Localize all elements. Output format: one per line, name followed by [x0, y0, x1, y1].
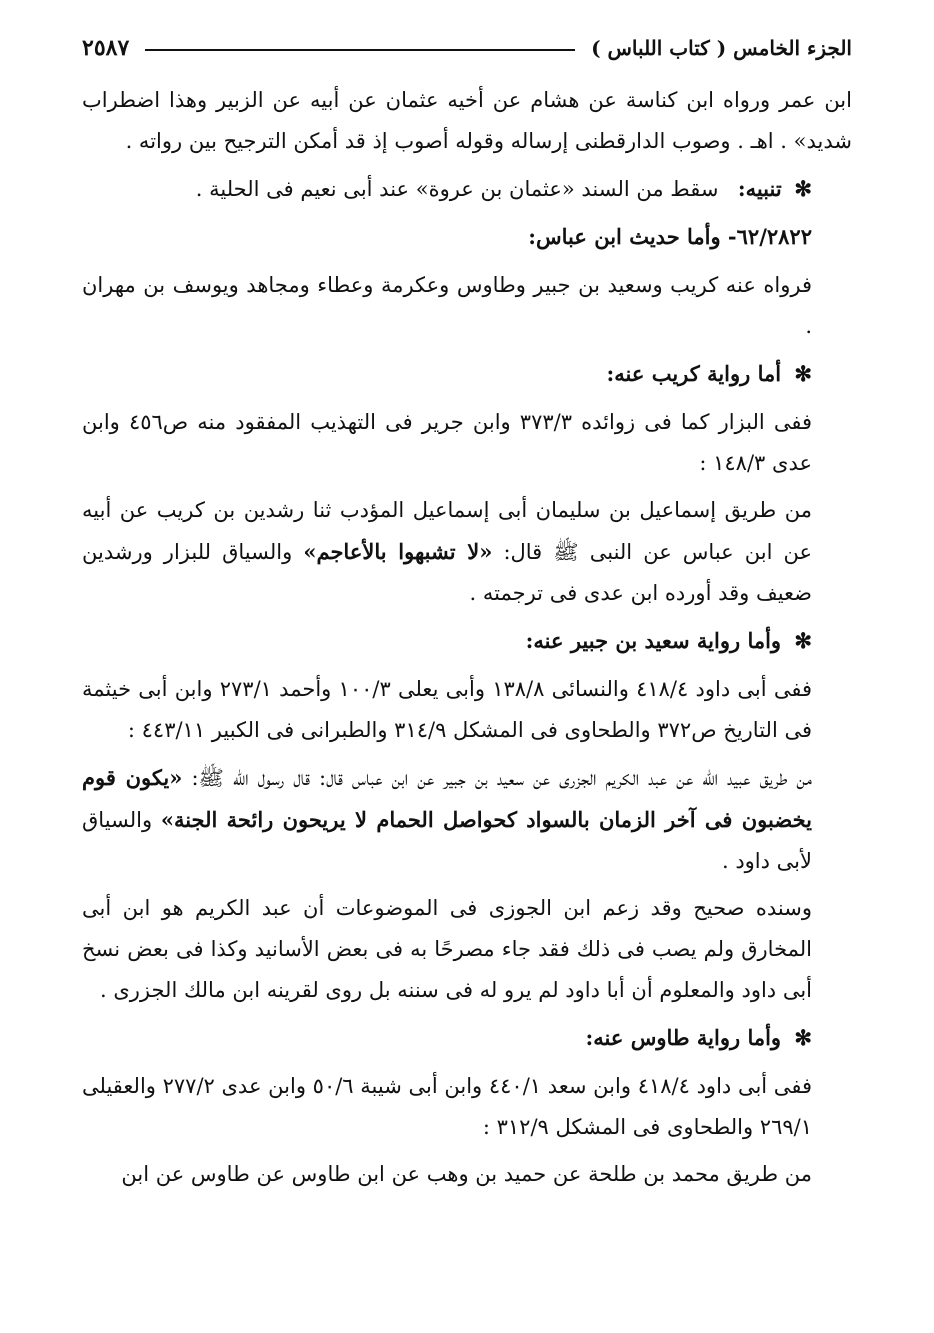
subheading-tawus-text: وأما رواية طاوس عنه: [585, 1025, 782, 1050]
note-paragraph [82, 168, 852, 210]
asterisk-icon: ✻ [794, 628, 812, 653]
kurayb-hadith-text: «لا تشبهوا بالأعاجم» [303, 539, 493, 564]
page-body [82, 80, 852, 1201]
paragraph-saeed-grading: وسنده صحيح وقد زعم ابن الجوزى فى الموضوعات أن عبد الكريم هو ابن أبى المخارق ولم يصب فى ذلك فقد جاء مصرحًا به فى بعض الأسانيد وكذا فى بعض نسخ أبى داود والمعلوم أن أبا داود لم يرو له فى سننه بل روى لقرينه ابن مالك الجزرى . [82, 896, 813, 1002]
saeed-chain-text: من طريق عبيد الله عن عبد الكريم الجزرى عن سعيد بن جبير عن ابن عباس قال: قال رسول الله ﷺ: [191, 766, 812, 790]
paragraph-isnad-conclusion: ابن عمر ورواه ابن كناسة عن هشام عن أخيه عثمان عن أبيه عن الزبير وهذا اضطراب شديد» . اهـ . وصوب الدارقطنى إرساله وقوله أصوب إذ قد أمكن الترجيح بين رواته . [82, 88, 852, 153]
subheading-kurayb-text: أما رواية كريب عنه: [606, 361, 782, 386]
book-page [82, 28, 852, 1318]
page-header [82, 28, 852, 68]
paragraph-narrators: فرواه عنه كريب وسعيد بن جبير وطاوس وعكرمة وعطاء ومجاهد ويوسف بن مهران . [82, 273, 812, 338]
subheading-saeed-text: وأما رواية سعيد بن جبير عنه: [525, 628, 782, 653]
kurayb-chain-tail: والسياق للبزار ورشدين ضعيف وقد أورده ابن عدى فى ترجمته . [82, 540, 812, 605]
subheading-saeed [82, 620, 852, 661]
note-text: سقط من السند «عثمان بن عروة» عند أبى نعيم فى الحلية . [195, 177, 719, 201]
subheading-kurayb [82, 353, 852, 394]
asterisk-icon: ✻ [794, 361, 812, 386]
subheading-tawus [82, 1017, 852, 1058]
paragraph-tawus-chain: من طريق محمد بن طلحة عن حميد بن وهب عن ابن طاوس عن طاوس عن ابن [121, 1162, 812, 1186]
note-label: تنبيه: [737, 176, 782, 201]
running-head: الجزء الخامس ( كتاب اللباس ) [591, 36, 852, 60]
section-heading-ibn-abbas: ٦٢/٢٨٢٢- وأما حديث ابن عباس: [528, 224, 812, 249]
saeed-chain-tail: والسياق لأبى داود . [82, 808, 812, 873]
page-number: ٢٥٨٧ [82, 35, 130, 61]
kurayb-chain-text: من طريق إسماعيل بن سليمان أبى إسماعيل المؤدب ثنا رشدين بن كريب عن أبيه عن ابن عباس عن النبى ﷺ قال: [82, 498, 813, 564]
saeed-hadith-text: «يكون قوم يخضبون فى آخر الزمان بالسواد كحواصل الحمام لا يريحون رائحة الجنة» [82, 765, 812, 832]
paragraph-saeed-sources: ففى أبى داود ٤١٨/٤ والنسائى ١٣٨/٨ وأبى يعلى ١٠٠/٣ وأحمد ٢٧٣/١ وابن أبى خيثمة فى التاريخ ص٣٧٢ والطحاوى فى المشكل ٣١٤/٩ والطبرانى فى الكبير ٤٤٣/١١ : [82, 677, 812, 742]
paragraph-kurayb-sources: ففى البزار كما فى زوائده ٣٧٣/٣ وابن جرير فى التهذيب المفقود منه ص٤٥٦ وابن عدى ١٤٨/٣ : [82, 410, 812, 475]
asterisk-icon: ✻ [794, 176, 812, 201]
paragraph-kurayb-chain [82, 490, 852, 614]
asterisk-icon: ✻ [794, 1025, 812, 1050]
header-rule [145, 49, 575, 51]
paragraph-saeed-chain [82, 757, 852, 882]
paragraph-tawus-sources: ففى أبى داود ٤١٨/٤ وابن سعد ٤٤٠/١ وابن أبى شيبة ٥٠/٦ وابن عدى ٢٧٧/٢ والعقيلى ٢٦٩/١ والطحاوى فى المشكل ٣١٢/٩ : [82, 1074, 812, 1139]
